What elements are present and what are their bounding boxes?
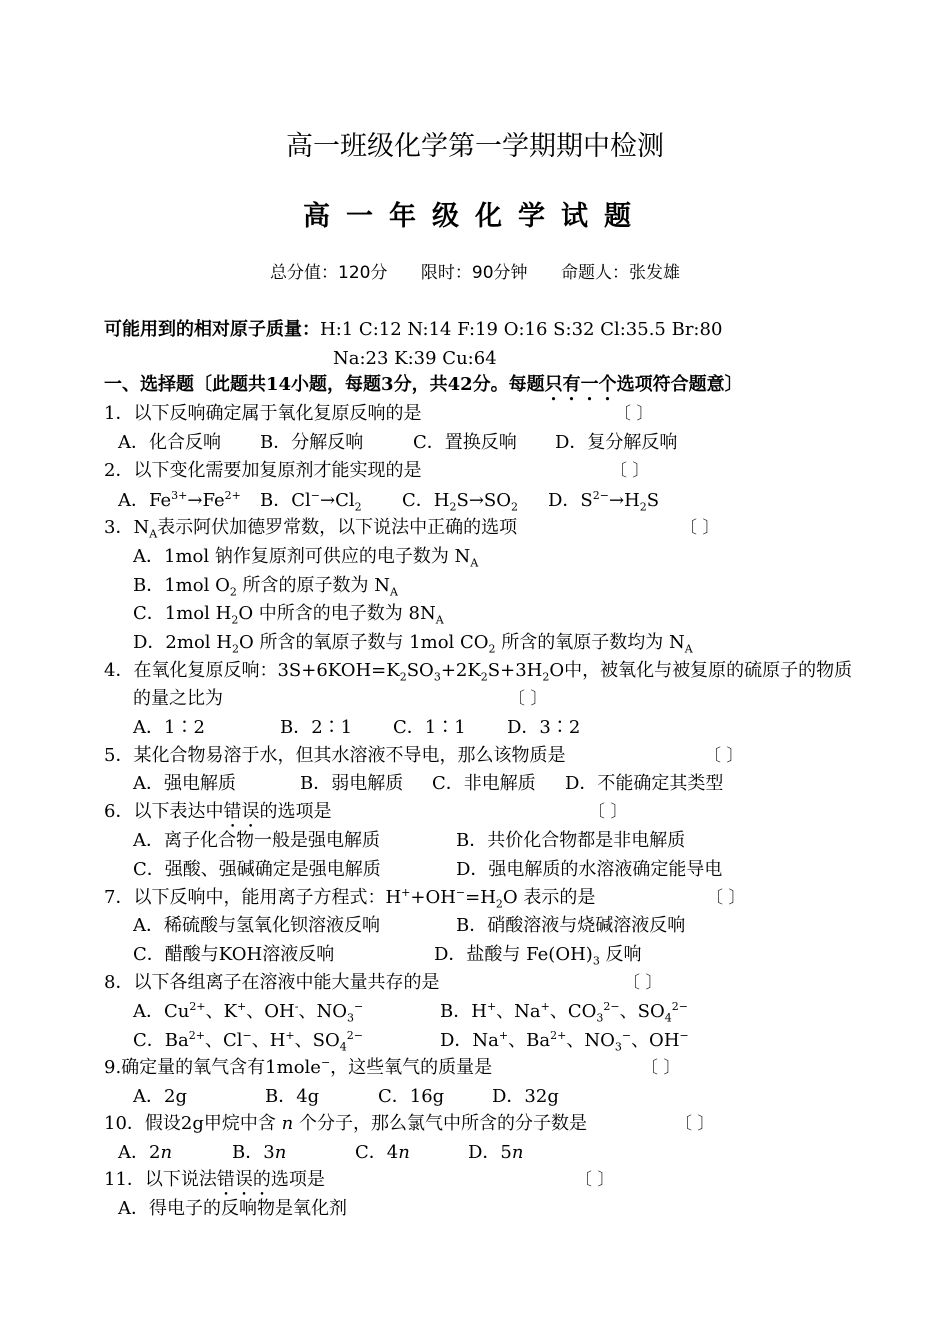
q10-stem: 10．假设2g甲烷中含 n 个分子，那么氯气中所含的分子数是 [104, 1113, 587, 1134]
q6-stem-b: 的选项是 [259, 801, 332, 822]
q8-answer-blank[interactable]: 〔 〕 [623, 973, 663, 993]
q6-answer-blank[interactable]: 〔 〕 [588, 802, 628, 822]
q8-option-c: C．$Ba^{2+}$、Cl−、H+、$SO_4^{2-}$ [133, 1029, 363, 1054]
q3-option-a: A．1mol 钠作复原剂可供应的电子数为 $N_A$ [133, 546, 479, 570]
q7-option-b: B．硝酸溶液与烧碱溶液反响 [456, 915, 686, 936]
q7-option-a: A．稀硫酸与氢氧化钡溶液反响 [133, 915, 380, 936]
q4-stem: 4．在氧化复原反响：$3S+6KOH=K_2SO_3+2K_2S+3H_2O$中，被氧化与被复原的硫原子的物质 [104, 660, 853, 684]
section-heading-a: 一、选择题〔此题共14小题，每题3分，共42分。每题 [104, 374, 545, 395]
exam-subtitle: 高一年级化学试题 [303, 201, 647, 232]
q2-option-a: A．$Fe^{3+}\to Fe^{2+}$ [118, 489, 241, 511]
q6-stem-a: 6．以下表达中 [104, 801, 224, 822]
q1-option-b: B．分解反响 [260, 432, 364, 453]
q3-option-b: B．1mol $O_2$ 所含的原子数为 $N_A$ [133, 575, 398, 599]
q6-option-a: A．离子化合物一般是强电解质 [133, 830, 380, 851]
q4-option-d: D．3∶2 [507, 717, 581, 738]
q4-option-a: A．1∶2 [133, 717, 205, 738]
atomic-mass-values1: H:1 C:12 N:14 F:19 O:16 S:32 Cl:35.5 Br:80 [320, 319, 723, 340]
q10-option-c: C．4n [355, 1142, 410, 1163]
q10-stem-a: 10．假设2g甲烷中含 [104, 1113, 276, 1134]
atomic-mass-label: 可能用到的相对原子质量： [104, 319, 320, 340]
q2-option-c: C．$H_2S\to SO_2$ [402, 490, 518, 514]
q2-answer-blank[interactable]: 〔 〕 [610, 461, 650, 481]
q1-option-d: D．复分解反响 [555, 432, 678, 453]
q3-option-d: D．2mol $H_2O$ 所含的氧原子数与 1mol $CO_2$ 所含的氧原子数均为 $N_A$ [133, 632, 693, 656]
q11-answer-blank[interactable]: 〔 〕 [575, 1170, 615, 1190]
q4-option-b: B．2∶1 [280, 717, 353, 738]
q9-option-d: D．32g [492, 1086, 559, 1107]
q11-stem [104, 1168, 325, 1200]
q11-stem-emphasis: 错误的 [216, 1169, 271, 1190]
q1-option-c: C．置换反响 [413, 432, 517, 453]
q5-answer-blank[interactable]: 〔 〕 [704, 746, 744, 766]
q10-option-d: D．5n [468, 1142, 524, 1163]
q10-option-b: B．3n [232, 1142, 287, 1163]
exam-title: 高一班级化学第一学期期中检测 [286, 131, 664, 162]
q4-stem-b: 中，被氧化与被复原的硫原子的物质 [564, 660, 853, 681]
q7-answer-blank[interactable]: 〔 〕 [706, 888, 746, 908]
q8-option-d: D．Na+、$Ba^{2+}$、$NO_3^-$、OH− [440, 1029, 689, 1054]
time-limit: 限时：90分钟 [420, 263, 528, 283]
q11-stem-a: 11．以下说法 [104, 1169, 217, 1190]
q5-option-c: C．非电解质 [432, 773, 536, 794]
q11-stem-b: 选项是 [270, 1169, 325, 1190]
q1-stem: 1．以下反响确定属于氧化复原反响的是 [104, 403, 422, 424]
q6-option-c: C．强酸、强碱确定是强电解质 [133, 859, 381, 880]
q3-option-c: C．1mol $H_2O$ 中所含的电子数为 $8N_A$ [133, 603, 444, 627]
q6-option-d: D．强电解质的水溶液确定能导电 [456, 859, 723, 880]
q9-option-c: C．16g [378, 1086, 445, 1107]
q10-option-a: A．2n [118, 1142, 173, 1163]
q6-stem-emphasis: 错误 [223, 801, 260, 822]
q5-option-b: B．弱电解质 [300, 773, 404, 794]
exam-meta [0, 261, 950, 285]
q8-stem: 8．以下各组离子在溶液中能大量共存的是 [104, 972, 440, 993]
author: 命题人：张发雄 [560, 263, 680, 283]
q11-option-a: A．得电子的反响物是氧化剂 [118, 1198, 347, 1219]
q7-option-c: C．醋酸与KOH溶液反响 [133, 944, 335, 965]
q2-option-d: D．$S^{2-}\to H_2S$ [548, 489, 660, 514]
q4-answer-blank[interactable]: 〔 〕 [508, 689, 548, 709]
q9-stem-b: ，这些氧气的质量是 [330, 1057, 493, 1078]
section-heading-b: 选项符合题意〕 [616, 374, 743, 395]
q6-stem [104, 800, 331, 832]
section-heading-emphasis: 只有一个 [544, 374, 617, 395]
atomic-mass-line1 [104, 318, 722, 342]
q8-option-b: B．H+、Na+、$CO_3^{2-}$、$SO_4^{2-}$ [440, 1000, 688, 1025]
q5-stem: 5．某化合物易溶于水，但其水溶液不导电，那么该物质是 [104, 745, 566, 766]
total-score: 总分值：120分 [270, 263, 388, 283]
q9-answer-blank[interactable]: 〔 〕 [641, 1058, 681, 1078]
q7-stem: 7．以下反响中，能用离子方程式：$H^++OH^-=H_2O$ 表示的是 [104, 886, 596, 911]
q2-stem: 2．以下变化需要加复原剂才能实现的是 [104, 460, 422, 481]
q9-option-b: B．4g [265, 1086, 320, 1107]
q4-option-c: C．1∶1 [393, 717, 466, 738]
q4-stem-line2: 的量之比为 [133, 688, 223, 709]
q3-answer-blank[interactable]: 〔 〕 [680, 518, 720, 538]
q10-stem-b: 个分子，那么氯气中所含的分子数是 [298, 1113, 587, 1134]
q9-stem-a: 9.确定量的氧气含有1mole [104, 1057, 321, 1078]
q5-option-a: A．强电解质 [133, 773, 236, 794]
q1-answer-blank[interactable]: 〔 〕 [614, 404, 654, 424]
q10-answer-blank[interactable]: 〔 〕 [675, 1114, 715, 1134]
q9-option-a: A．2g [133, 1086, 187, 1107]
q3-stem-text: 表示阿伏加德罗常数，以下说法中正确的选项 [157, 517, 518, 538]
atomic-mass-line2: Na:23 K:39 Cu:64 [333, 348, 497, 369]
q6-option-b: B．共价化合物都是非电解质 [456, 830, 686, 851]
section-heading [104, 373, 743, 405]
q9-stem: 9.确定量的氧气含有1mole−，这些氧气的质量是 [104, 1056, 493, 1078]
q2-option-b: B．$Cl^-\to Cl_2$ [260, 489, 362, 514]
q1-option-a: A．化合反响 [118, 432, 221, 453]
q5-option-d: D．不能确定其类型 [565, 773, 724, 794]
q3-stem: 3．$N_A$表示阿伏加德罗常数，以下说法中正确的选项 [104, 517, 518, 541]
q4-stem-a: 4．在氧化复原反响：3S+6KOH=K [104, 660, 400, 681]
q7-option-d: D．盐酸与 $Fe(OH)_3$ 反响 [434, 944, 642, 968]
q8-option-a: A．$Cu^{2+}$、K+、OH-、$NO_3^-$ [133, 1000, 364, 1025]
